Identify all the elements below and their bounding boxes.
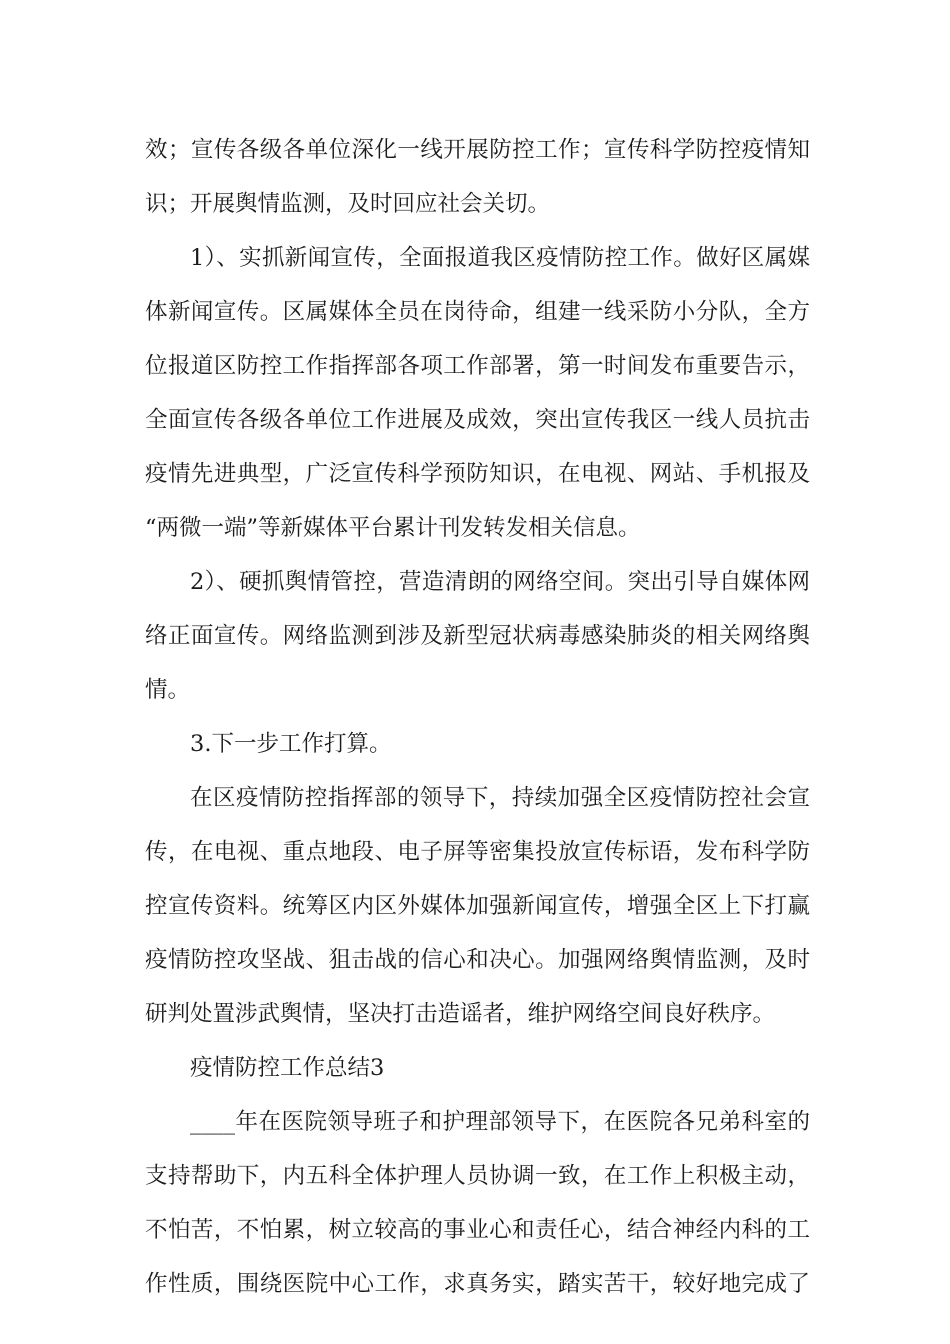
paragraph-line: 1）、实抓新闻宣传，全面报道我区疫情防控工作。做好区属媒 [190,245,810,271]
paragraph-line: 传，在电视、重点地段、电子屏等密集投放宣传标语，发布科学防 [145,839,810,865]
paragraph-line: 体新闻宣传。区属媒体全员在岗待命，组建一线采防小分队，全方 [145,299,810,325]
paragraph-line: 在区疫情防控指挥部的领导下，持续加强全区疫情防控社会宣 [190,785,810,811]
paragraph-line: 识；开展舆情监测，及时回应社会关切。 [145,191,551,217]
paragraph-line: “两微一端”等新媒体平台累计刊发转发相关信息。 [145,515,641,541]
paragraph-line: 控宣传资料。统筹区内区外媒体加强新闻宣传，增强全区上下打赢 [145,893,810,919]
paragraph-line: 研判处置涉武舆情，坚决打击造谣者，维护网络空间良好秩序。 [145,1001,776,1027]
paragraph-line: 2）、硬抓舆情管控，营造清朗的网络空间。突出引导自媒体网 [190,569,810,595]
paragraph-line: 不怕苦，不怕累，树立较高的事业心和责任心，结合神经内科的工 [145,1217,810,1243]
paragraph-line: 情。 [145,677,191,703]
paragraph-line: 络正面宣传。网络监测到涉及新型冠状病毒感染肺炎的相关网络舆 [145,623,810,649]
paragraph-line: ____年在医院领导班子和护理部领导下，在医院各兄弟科室的 [190,1109,810,1135]
paragraph-line: 支持帮助下，内五科全体护理人员协调一致，在工作上积极主动， [145,1163,810,1189]
section-title: 疫情防控工作总结3 [190,1055,385,1081]
paragraph-line: 作性质，围绕医院中心工作，求真务实，踏实苦干，较好地完成了 [145,1271,810,1297]
paragraph-line: 疫情防控攻坚战、狙击战的信心和决心。加强网络舆情监测，及时 [145,947,810,973]
paragraph-line: 全面宣传各级各单位工作进展及成效，突出宣传我区一线人员抗击 [145,407,810,433]
paragraph-line: 效；宣传各级各单位深化一线开展防控工作；宣传科学防控疫情知 [145,137,810,163]
paragraph-line: 疫情先进典型，广泛宣传科学预防知识，在电视、网站、手机报及 [145,461,810,487]
section-heading: 3.下一步工作打算。 [190,731,392,757]
paragraph-line: 位报道区防控工作指挥部各项工作部署，第一时间发布重要告示， [145,353,810,379]
